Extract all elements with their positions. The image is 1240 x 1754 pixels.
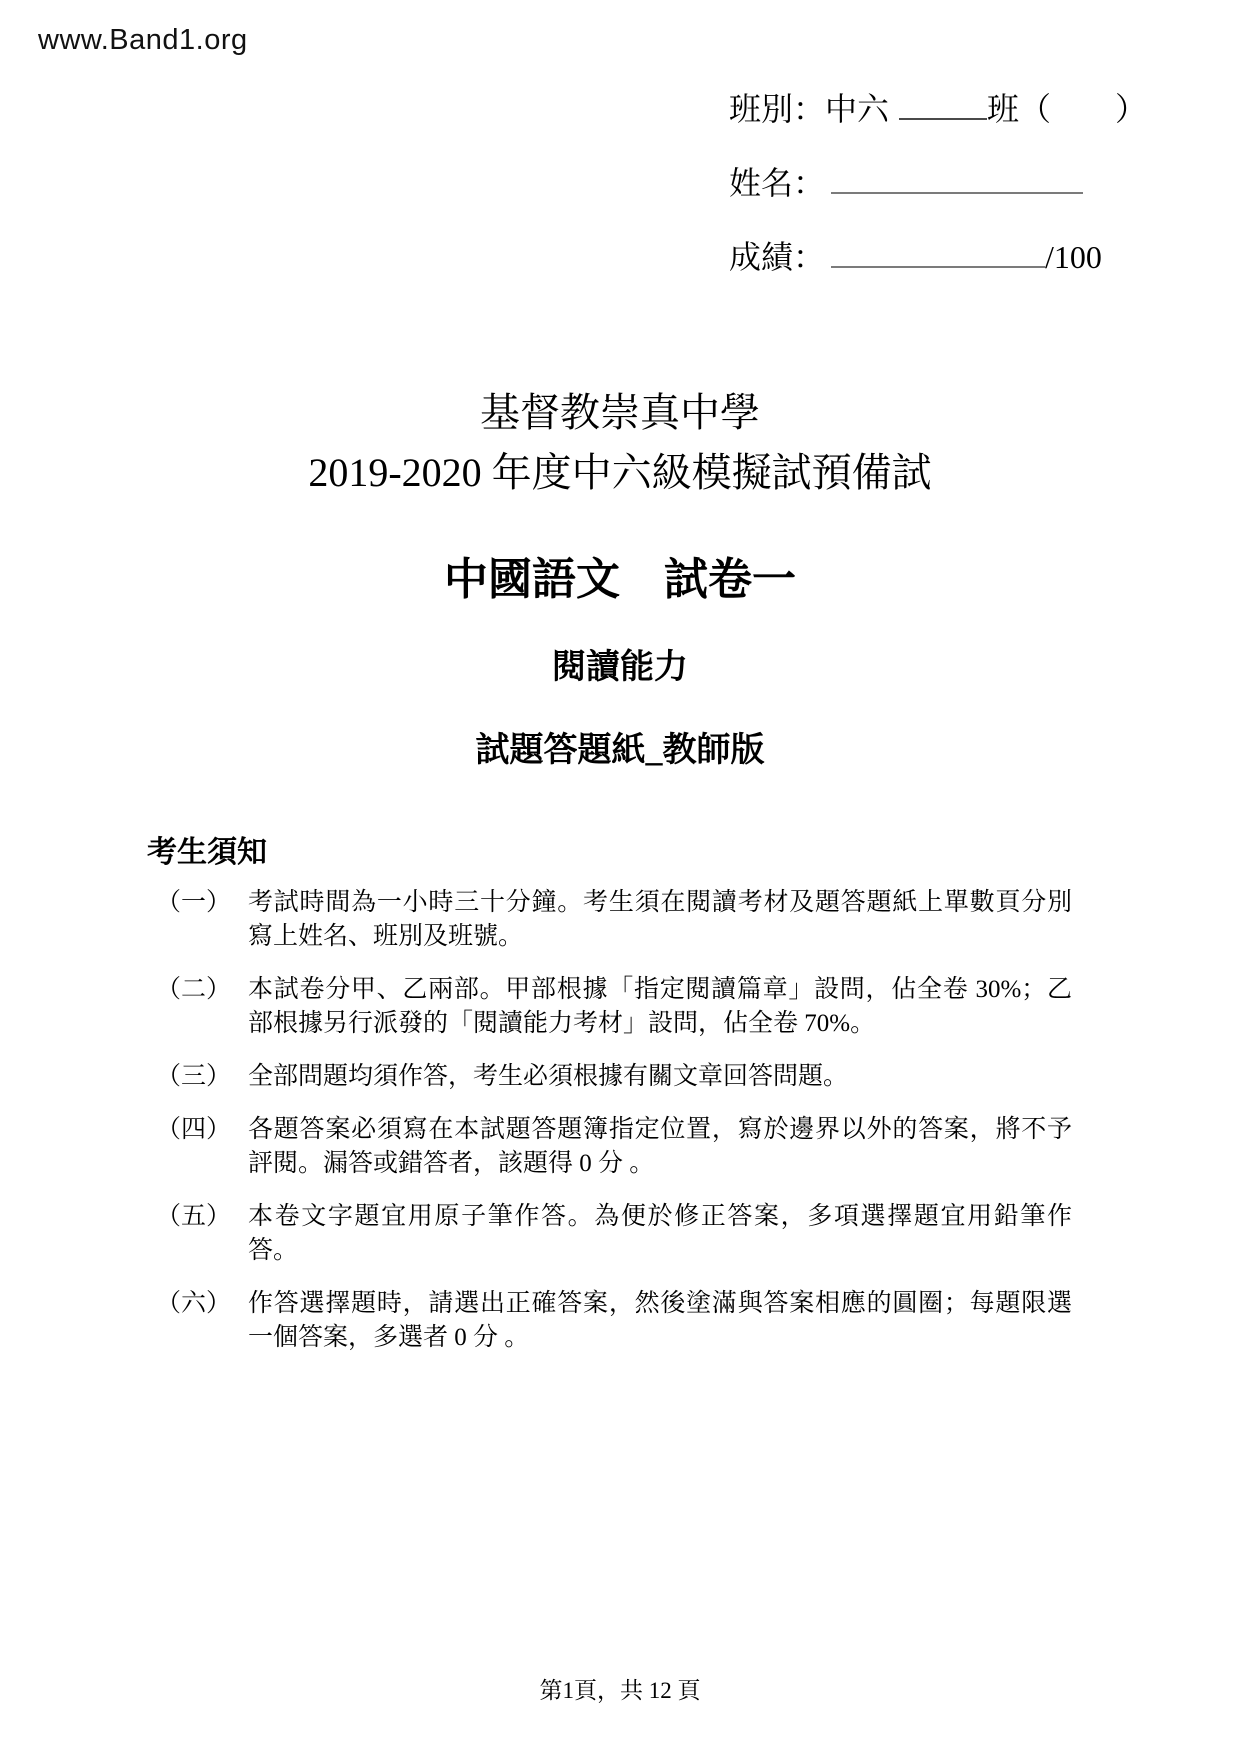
notice-item-number: （一） <box>156 889 232 916</box>
name-row <box>729 160 1147 201</box>
answer-sheet-title: 試題答題紙_教師版 <box>475 732 765 769</box>
notice-item-3 <box>156 1060 1072 1094</box>
score-blank-field <box>831 234 1045 268</box>
student-info-block <box>729 86 1147 308</box>
notice-item-text: 本試卷分甲、乙兩部。甲部根據「指定閱讀篇章」設問，佔全卷 30%；乙部根據另行派發的「閱讀能力考材」設問，佔全卷 70%。 <box>248 976 1072 1037</box>
notice-list <box>156 886 1072 1374</box>
notice-item-number: （二） <box>156 976 232 1003</box>
site-watermark: www.Band1.org <box>38 24 248 56</box>
score-label: 成績： <box>729 239 826 275</box>
school-name: 基督教崇真中學 <box>480 390 760 435</box>
notice-item-text: 作答選擇題時，請選出正確答案，然後塗滿與答案相應的圓圈；每題限選一個答案，多選者 0 分 。 <box>248 1290 1072 1351</box>
notice-item-6 <box>156 1287 1072 1355</box>
class-label: 班別：中六 <box>729 91 890 127</box>
paper-title: 閱讀能力 <box>552 649 688 686</box>
exam-year-title: 2019-2020 年度中六級模擬試預備試 <box>308 450 932 495</box>
notice-item-text: 全部問題均須作答，考生必須根據有關文章回答問題。 <box>248 1063 849 1090</box>
notice-item-text: 考試時間為一小時三十分鐘。考生須在閱讀考材及題答題紙上單數頁分別寫上姓名、班別及班號。 <box>248 889 1072 950</box>
score-denominator: /100 <box>1045 239 1102 275</box>
notice-item-number: （三） <box>156 1063 232 1090</box>
class-suffix: 班（ ） <box>987 91 1148 127</box>
notice-item-number: （四） <box>156 1116 232 1143</box>
notice-item-2 <box>156 973 1072 1041</box>
class-blank-field <box>899 86 987 120</box>
notice-item-5 <box>156 1200 1072 1268</box>
name-label: 姓名： <box>729 165 826 201</box>
class-row <box>729 86 1148 127</box>
notice-item-text: 本卷文字題宜用原子筆作答。為便於修正答案，多項選擇題宜用鉛筆作答。 <box>248 1203 1072 1264</box>
subject-title: 中國語文 試卷一 <box>444 555 796 604</box>
name-blank-field <box>831 160 1083 194</box>
score-row <box>729 234 1147 275</box>
page-number-footer: 第1頁，共 12 頁 <box>539 1678 701 1703</box>
notice-item-1 <box>156 886 1072 954</box>
notice-item-number: （六） <box>156 1290 232 1317</box>
notice-item-text: 各題答案必須寫在本試題答題簿指定位置，寫於邊界以外的答案，將不予評閱。漏答或錯答者，該題得 0 分 。 <box>248 1116 1072 1177</box>
notice-item-number: （五） <box>156 1203 232 1230</box>
notice-item-4 <box>156 1113 1072 1181</box>
notice-heading: 考生須知 <box>147 836 267 869</box>
